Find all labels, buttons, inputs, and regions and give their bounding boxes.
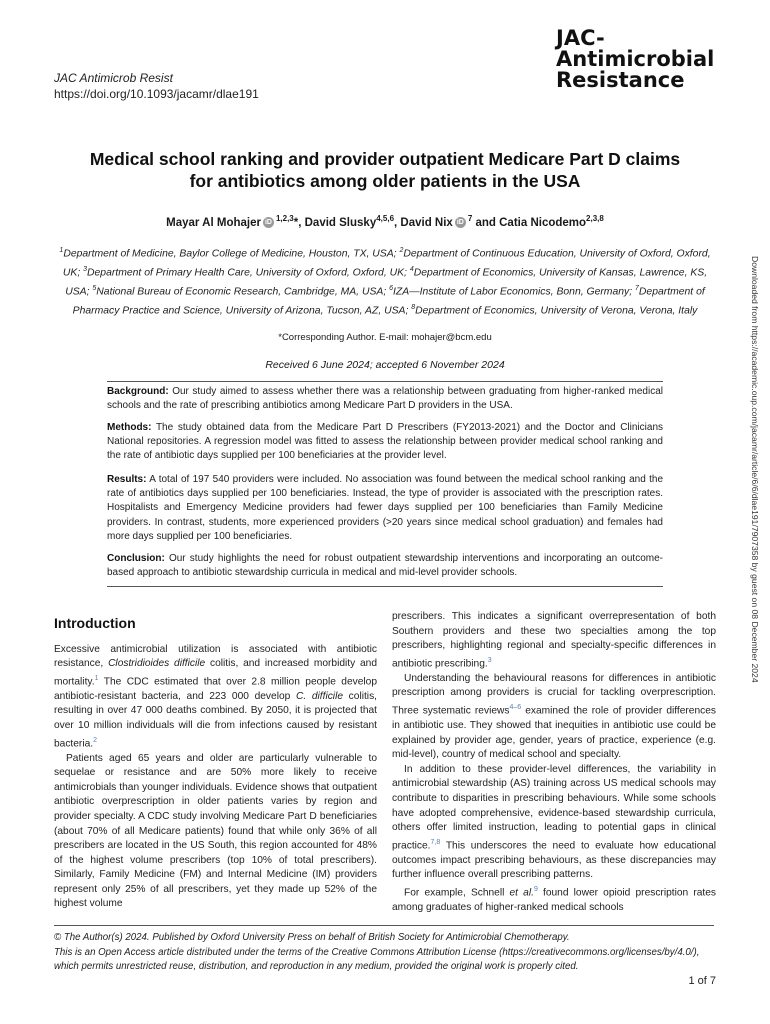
doi-link[interactable]: https://doi.org/10.1093/jacamr/dlae191: [54, 87, 259, 101]
abstract-methods: [107, 421, 663, 464]
italic-text: Clostridioides difficile: [108, 658, 206, 670]
body-left-column: [54, 610, 377, 912]
title-line: for antibiotics among older patients in the USA: [189, 171, 581, 191]
paragraph: [392, 672, 716, 763]
italic-text: C. difficile: [295, 690, 343, 702]
license-footer: [54, 931, 718, 975]
affiliation-number: 3: [83, 265, 88, 273]
logo-line: Antimicrobial: [556, 47, 715, 71]
affiliation-number: 4: [409, 265, 414, 273]
logo-line: Resistance: [556, 68, 685, 92]
author-affiliation-ref: 1,2,3: [275, 214, 294, 223]
affiliation-number: 5: [92, 284, 97, 292]
author-separator: ,: [298, 216, 305, 229]
corresponding-mark: *: [293, 216, 299, 229]
affiliation-number: 7: [635, 284, 639, 292]
affiliations: [54, 243, 716, 319]
author-separator: and: [472, 216, 500, 229]
affiliation-text: Department of Pharmacy Practice and Science, University of Arizona, Tucson, AZ, USA;: [72, 286, 705, 317]
affiliation-text: Department of Economics, University of Verona, Verona, Italy: [415, 305, 698, 317]
copyright-line: © The Author(s) 2024. Published by Oxford University Press on behalf of British Society for Antimicrobial Chemotherapy.: [54, 932, 570, 943]
journal-logo: [556, 28, 716, 91]
author-name: Catia Nicodemo: [499, 216, 587, 229]
text-run: Understanding the behavioural reasons for differences in antibiotic prescription among providers is crucial for tackling overprescription. Three systematic reviews: [392, 672, 716, 717]
orcid-icon[interactable]: iD: [264, 219, 272, 227]
abstract-background: [107, 385, 663, 413]
author-separator: ,: [394, 216, 401, 229]
body-right-column: [392, 610, 716, 915]
introduction-heading: Introduction: [54, 615, 136, 631]
author-affiliation-ref: 4,5,6: [376, 214, 395, 223]
paragraph: [392, 610, 716, 672]
paragraph: [392, 883, 716, 916]
text-run: This underscores the need to evaluate how educational outcomes impact prescribing behaviours, as these discrepancies may further influence overall prescribing patterns.: [392, 840, 716, 881]
methods-text: The study obtained data from the Medicare Part D Prescribers (FY2013-2021) and the Doctor and Clinicians National repositories. A regression model was fitted to assess the relationship between provider medical school ranking and the rate of antibiotic days supplied per 100 beneficiaries at the provider level.: [107, 422, 663, 462]
affiliation-text: Department of Economics, University of Kansas, Lawrence, KS, USA;: [65, 267, 708, 298]
download-note: [748, 256, 762, 766]
author-list: [54, 211, 716, 231]
received-dates: Received 6 June 2024; accepted 6 November 2024: [265, 359, 505, 371]
author-affiliation-ref: 7: [467, 214, 473, 223]
page-number: 1 of 7: [688, 975, 716, 987]
text-run: colitis, resulting in over 47 000 deaths combined. By 2050, it is projected that over 10 million individuals will die from infections caused by resistant bacteria.: [54, 690, 377, 749]
abstract-top-rule: [107, 381, 663, 382]
abstract-conclusion: [107, 552, 663, 580]
logo-line: JAC-: [556, 26, 605, 50]
affiliation-number: 6: [389, 284, 394, 292]
corresponding-author: *Corresponding Author. E-mail: mohajer@bcm.edu: [278, 332, 492, 343]
text-run: examined the role of provider differences in antibiotic use. They showed that inequities in antibiotic use could be explained by provider age, gender, years of practice, experience (e.g. mid-level), country of medical school and specialty.: [392, 705, 716, 761]
text-run: Excessive antimicrobial utilization is associated with antibiotic resistance,: [54, 643, 377, 670]
journal-meta: [54, 70, 259, 102]
text-run: found lower opioid prescription rates among graduates of higher-ranked medical schools: [392, 887, 716, 913]
citation-ref: 1: [94, 674, 99, 682]
author-name: David Nix: [400, 216, 453, 229]
results-text: A total of 197 540 providers were included. No association was found between the medical school ranking and the rate of antibiotics days supplied per 100 beneficiaries. Instead, the type of provider is associated with the prescription rates. Hospitalists and Emergency Medicine providers had fewer days supplied per 100 beneficiaries than Family Medicine providers. In contrast, students, more experienced providers (>20 years since medical school graduation) and females had more days supplied per 100 beneficiaries.: [107, 474, 663, 542]
affiliation-text: Department of Medicine, Baylor College of Medicine, Houston, TX, USA;: [63, 248, 400, 260]
download-note-text: Downloaded from https://academic.oup.com/jacamr/article/6/6/dlae191/7907358 by guest on 08 December 2024: [750, 256, 760, 683]
results-label: Results:: [107, 474, 147, 485]
citation-ref: 4–6: [509, 703, 522, 711]
background-label: Background:: [107, 386, 169, 397]
orcid-icon[interactable]: iD: [456, 219, 464, 227]
paragraph: [392, 763, 716, 883]
affiliation-number: 8: [411, 303, 416, 311]
affiliation-text: Department of Primary Health Care, University of Oxford, Oxford, UK;: [87, 267, 410, 279]
methods-label: Methods:: [107, 422, 152, 433]
author-name: David Slusky: [304, 216, 377, 229]
abstract-results: [107, 473, 663, 544]
text-run: For example, Schnell: [404, 887, 510, 899]
affiliation-number: 2: [399, 247, 404, 254]
license-text: This is an Open Access article distributed under the terms of the Creative Commons Attribution License (https://creativecommons.org/licenses/by/4.0/), which permits unrestricted reuse, distribution, and reproduction in any medium, provided the original work is properly cited.: [54, 946, 700, 972]
background-text: Our study aimed to assess whether there was a relationship between graduating from higher-ranked medical schools and the rate of prescribing antibiotics among Medicare Part D providers in the USA.: [107, 386, 663, 412]
affiliation-number: 1: [59, 247, 64, 254]
text-run: The CDC estimated that over 2.8 million people develop antibiotic-resistant bacteria, and 223 000 develop: [54, 676, 377, 702]
title-line: Medical school ranking and provider outpatient Medicare Part D claims: [89, 149, 681, 169]
journal-name: JAC Antimicrob Resist: [54, 71, 173, 85]
footer-rule: [54, 925, 714, 926]
article-title: [54, 148, 716, 192]
author-name: Mayar Al Mohajer: [166, 216, 261, 229]
conclusion-label: Conclusion:: [107, 553, 165, 564]
paragraph: [54, 752, 377, 913]
italic-text: et al.: [509, 887, 534, 899]
citation-ref: 7,8: [430, 838, 441, 846]
text-run: colitis, and increased morbidity and mortality.: [54, 658, 378, 688]
text-run: Patients aged 65 years and older are particularly vulnerable to sequelae or resistance and are 50% more likely to receive antimicrobials than younger individuals. Evidence shows that outpatient antibiotic overprescription in older patients varies by region and provider specialty. A CDC study involving Medicare Part D beneficiaries (about 70% of all Medicare patients) found that while only 36% of all prescribers are located in the US South, this region accounted for 48% of the highest volume prescribers (top 10% of total prescribers). Similarly, Family Medicine (FM) and Internal Medicine (IM) providers represent only 25% of all prescribers, yet they made up 52% of the highest volume: [54, 752, 377, 910]
citation-ref: 9: [533, 885, 538, 893]
affiliation-text: National Bureau of Economic Research, Cambridge, MA, USA;: [96, 286, 390, 298]
paragraph: [54, 643, 377, 752]
conclusion-text: Our study highlights the need for robust outpatient stewardship interventions and incorporating an outcome-based approach to antibiotic stewardship curricula in medical and mid-level provider schools.: [107, 553, 663, 579]
author-affiliation-ref: 2,3,8: [586, 214, 604, 223]
citation-ref: 2: [93, 736, 97, 744]
affiliation-text: Department of Continuous Education, University of Oxford, Oxford, UK;: [62, 248, 711, 279]
abstract-bottom-rule: [107, 586, 663, 587]
text-run: prescribers. This indicates a significant overrepresentation of both Southern providers and these two specialties among the top prescribers, highlighting regional and specialty-specific differences in antibiotic prescribing.: [392, 611, 716, 670]
affiliation-text: IZA—Institute of Labor Economics, Bonn, Germany;: [393, 286, 635, 298]
text-run: In addition to these provider-level differences, the variability in antimicrobial stewardship (AS) training across US medical schools may contribute to disparities in prescribing behaviours. While some schools have adopted comprehensive, evidence-based stewardship curricula, others offer limited instruction, leading to potential gaps in clinical practice.: [392, 763, 716, 852]
citation-ref: 3: [487, 656, 492, 664]
